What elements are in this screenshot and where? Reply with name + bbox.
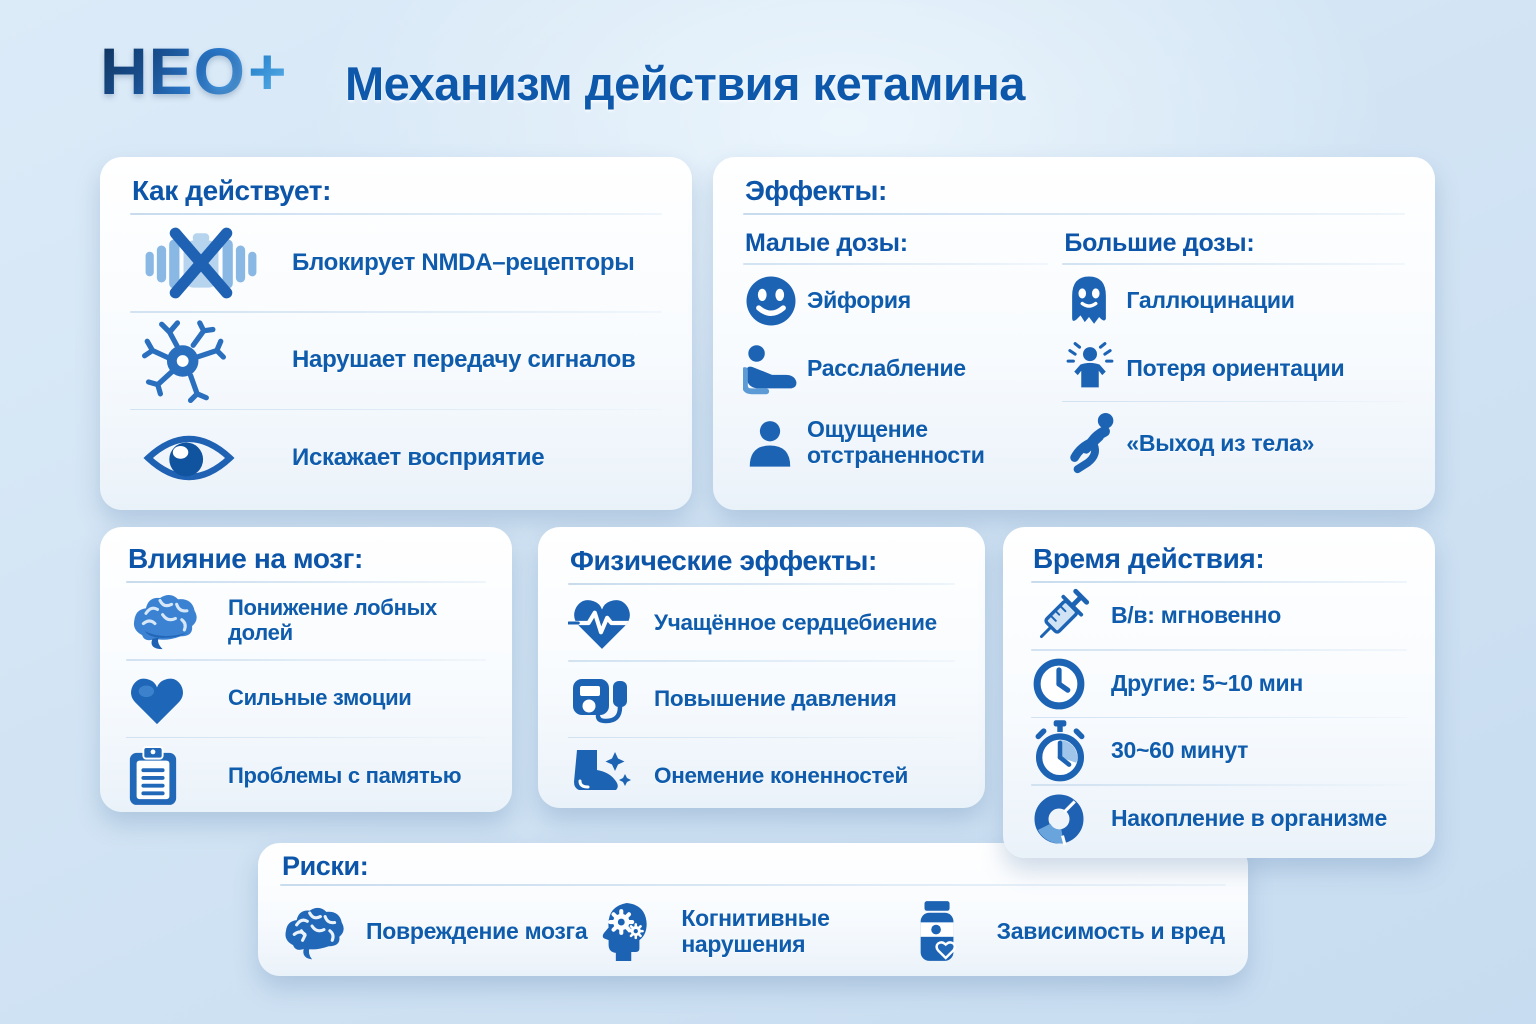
neuron-icon <box>130 319 292 403</box>
head-gears-icon <box>595 898 681 966</box>
item-label: Зависимость и вред <box>996 918 1225 945</box>
divider <box>1031 717 1407 719</box>
item-label: Расслабление <box>807 354 966 381</box>
heart-icon <box>126 671 228 727</box>
eye-icon <box>130 427 292 489</box>
floating-person-icon <box>1062 409 1126 479</box>
list-item <box>1031 786 1407 852</box>
list-item <box>911 899 1226 965</box>
small-doses-column <box>743 229 1048 482</box>
list-item <box>126 738 486 814</box>
item-label: Блокирует NMDA–рецепторы <box>292 248 635 276</box>
item-label: Ощущение отстраненности <box>807 415 985 468</box>
item-label: Онемение коненностей <box>654 762 908 788</box>
stopwatch-icon <box>1031 719 1111 783</box>
item-label: Сильные змоции <box>228 685 412 711</box>
divider <box>743 263 1048 265</box>
list-item <box>1062 337 1405 401</box>
item-label: Потеря ориентации <box>1126 354 1345 381</box>
logo-plus-icon: + <box>248 34 288 108</box>
smiley-face-icon <box>743 273 807 329</box>
divider <box>1062 401 1405 403</box>
list-item <box>280 902 595 962</box>
divider <box>1062 263 1405 265</box>
card-risks <box>258 843 1248 976</box>
item-label: Учащённое сердцебиение <box>654 609 937 635</box>
page-title: Механизм действия кетамина <box>345 57 1025 110</box>
ghost-icon <box>1062 272 1126 330</box>
item-label: Эйфория <box>807 286 911 313</box>
heartbeat-icon <box>568 593 654 653</box>
reclining-person-icon <box>743 342 807 396</box>
divider <box>568 737 955 739</box>
syringe-icon <box>1031 585 1111 647</box>
person-bust-icon <box>743 418 807 468</box>
card-title: Эффекты: <box>745 175 887 206</box>
divider <box>130 311 662 313</box>
divider <box>568 660 955 662</box>
card-physical-effects <box>538 527 985 808</box>
card-how-it-works <box>100 157 692 510</box>
risks-row <box>280 890 1226 974</box>
item-label: 30~60 минут <box>1111 737 1249 764</box>
column-subtitle: Малые дозы: <box>745 229 908 257</box>
neo-plus-logo <box>100 34 288 108</box>
item-label: Нарушает передачу сигналов <box>292 346 636 374</box>
card-time-of-action <box>1003 527 1435 858</box>
list-item <box>568 738 955 813</box>
logo-text: НЕО <box>100 34 247 108</box>
item-label: В/в: мгновенно <box>1111 602 1281 629</box>
list-item <box>126 583 486 659</box>
item-label: Когнитивные нарушения <box>681 905 830 957</box>
list-item <box>1031 718 1407 784</box>
item-label: Искажает восприятие <box>292 443 545 471</box>
divider <box>1031 649 1407 651</box>
card-title: Как действует: <box>132 175 331 206</box>
damaged-brain-icon <box>280 902 366 962</box>
list-item <box>1031 583 1407 649</box>
list-item <box>568 585 955 660</box>
list-item <box>568 662 955 737</box>
blood-pressure-monitor-icon <box>568 669 654 729</box>
column-subtitle: Большие дозы: <box>1064 229 1255 257</box>
card-effects <box>713 157 1435 510</box>
list-item <box>1062 406 1405 482</box>
divider <box>126 659 486 661</box>
list-item <box>743 405 1048 481</box>
divider <box>743 213 1405 215</box>
donut-chart-icon <box>1031 791 1111 847</box>
disoriented-person-icon <box>1062 341 1126 397</box>
list-item <box>126 661 486 737</box>
list-item <box>130 215 662 311</box>
divider <box>1031 784 1407 786</box>
item-label: Накопление в организме <box>1111 804 1387 831</box>
list-item <box>743 269 1048 333</box>
divider <box>130 409 662 411</box>
item-label: Галлюцинации <box>1126 286 1295 313</box>
card-title: Влияние на мозг: <box>128 543 363 574</box>
card-title: Время действия: <box>1033 543 1265 574</box>
list-item <box>1062 269 1405 333</box>
blocked-nmda-receptor-icon <box>130 224 292 302</box>
card-brain-influence <box>100 527 512 812</box>
pill-bottle-icon <box>911 899 997 965</box>
list-item <box>595 898 910 966</box>
item-label: Другие: 5~10 мин <box>1111 669 1303 696</box>
list-item <box>130 313 662 409</box>
divider <box>280 884 1226 886</box>
numb-foot-icon <box>568 746 654 806</box>
clipboard-icon <box>126 745 228 807</box>
list-item <box>1031 651 1407 717</box>
item-label: Понижение лобных долей <box>228 595 437 645</box>
large-doses-column <box>1062 229 1405 482</box>
item-label: Повышение давления <box>654 686 897 712</box>
brain-icon <box>126 589 228 653</box>
item-label: «Выход из тела» <box>1126 430 1315 457</box>
list-item <box>130 410 662 506</box>
list-item <box>743 337 1048 401</box>
card-title: Физические эффекты: <box>570 545 877 576</box>
item-label: Проблемы с памятью <box>228 762 462 788</box>
divider <box>126 737 486 739</box>
card-title: Риски: <box>282 851 369 881</box>
clock-icon <box>1031 656 1111 712</box>
item-label: Повреждение мозга <box>366 918 588 945</box>
